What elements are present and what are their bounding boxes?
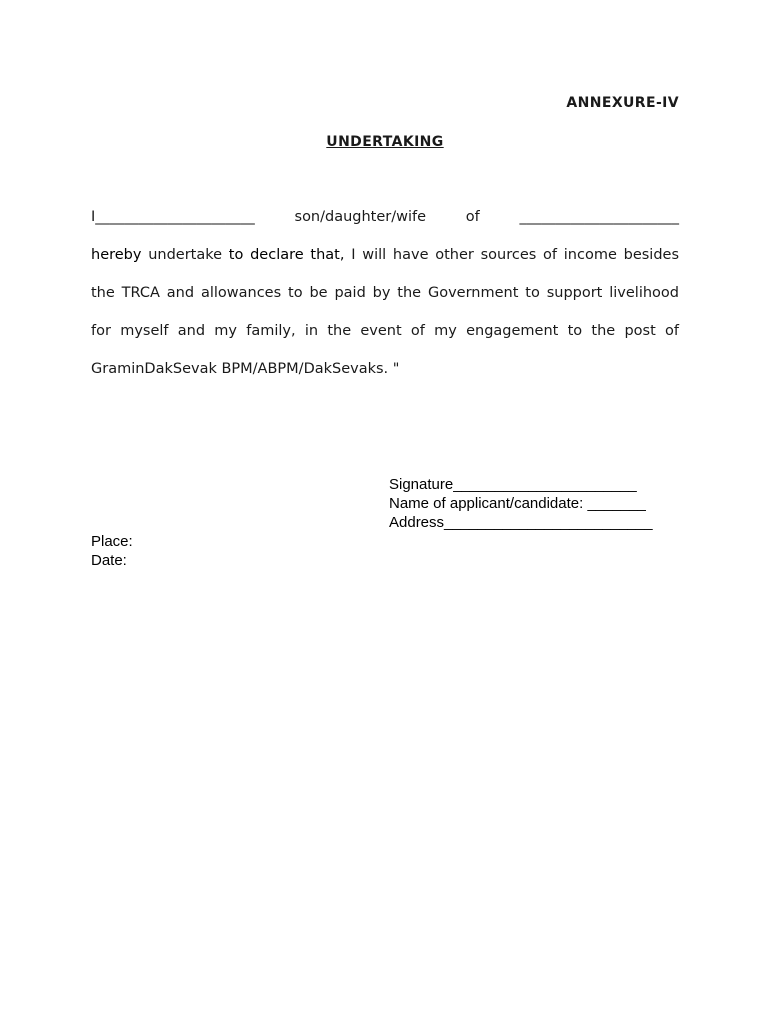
document-title: UNDERTAKING xyxy=(326,134,444,150)
declaration-line-2 xyxy=(91,247,679,263)
declaration-line-1: I______________________ son/daughter/wife of ______________________ xyxy=(91,209,679,225)
signature-block xyxy=(389,475,653,532)
declaration-phrase-rest: I will have other sources of income besides xyxy=(344,247,679,263)
signature-field: Signature______________________ xyxy=(389,476,637,493)
date-field: Date: xyxy=(91,552,127,569)
place-date-block xyxy=(91,532,133,570)
address-field: Address_________________________ xyxy=(389,514,653,531)
applicant-name-field: Name of applicant/candidate: _______ xyxy=(389,495,646,512)
declaration-line-4: for myself and my family, in the event of my engagement to the post of xyxy=(91,323,679,339)
declaration-line-5: GraminDakSevak BPM/ABPM/DakSevaks. " xyxy=(91,361,400,377)
declaration-phrase-declare: to declare that, xyxy=(228,247,345,263)
place-field: Place: xyxy=(91,533,133,550)
declaration-word-undertake: undertake xyxy=(141,247,229,263)
annexure-label: ANNEXURE-IV xyxy=(566,95,679,111)
declaration-word-hereby: hereby xyxy=(91,247,142,263)
declaration-line-3: the TRCA and allowances to be paid by the Government to support livelihood xyxy=(91,285,679,301)
